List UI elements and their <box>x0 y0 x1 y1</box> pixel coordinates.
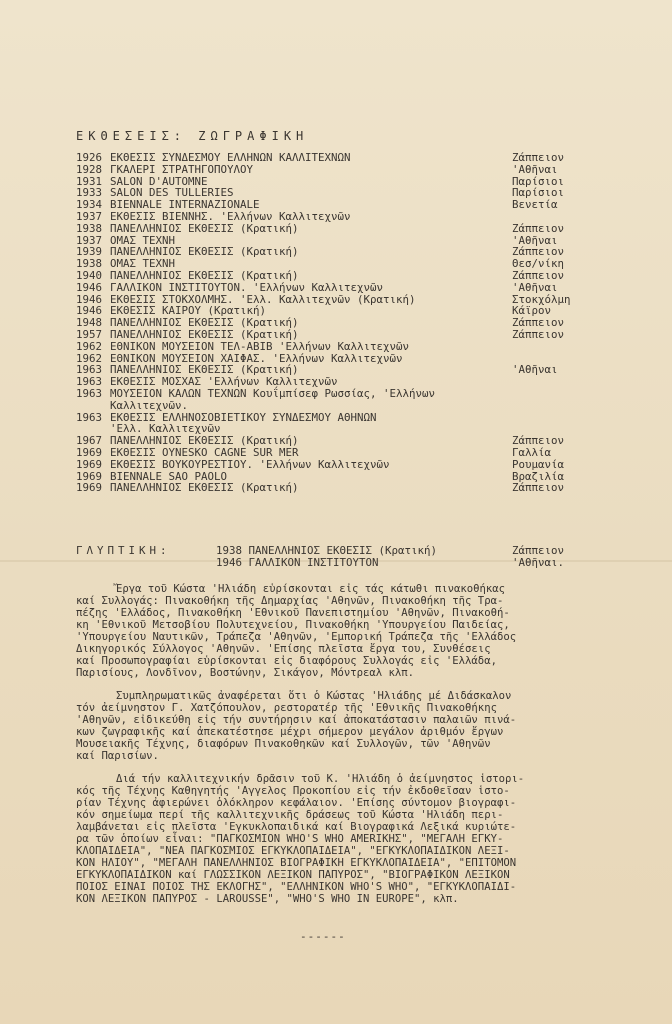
body-paragraphs <box>76 583 616 916</box>
exhibition-location: 'Αθῆναι <box>512 363 558 377</box>
paragraph-line: κων ζωγραφικῆς καί ἀπεκατέστησε μέχρι σήμερον μεγάλον ἀριθμόν ἔργων <box>76 726 504 738</box>
paragraph-line: Συμπληρωματικῶς ἀναφέρεται ὅτι ὁ Κώστας 'Ηλιάδης μέ Διδάσκαλον <box>116 690 512 702</box>
exhibition-location: Θεσ/νίκη <box>512 257 565 271</box>
exhibition-location: Ζάππειον <box>512 268 565 282</box>
paragraph-line: ΚΟΝ ΗΛΙΟΥ", "ΜΕΓΑΛΗ ΠΑΝΕΛΛΗΝΙΟΣ ΒΙΟΓΡΑΦΙΚΗ ΕΓΚΥΚΛΟΠΑΙΔΕΙΑ", "ΕΠΙΤΟΜΟΝ <box>76 857 517 869</box>
exhibition-year: 1933 <box>76 186 103 200</box>
sculpture-location: 'Αθῆναι. <box>512 556 565 569</box>
exhibition-row <box>76 164 596 176</box>
body-paragraph <box>76 583 616 679</box>
exhibition-title: ΕΚΘΕΣΙΣ ΣΤΟΚΧΟΛΜΗΣ. 'Ελλ. Καλλιτεχνῶν (Κρατική) <box>110 292 416 306</box>
exhibition-title: ΕΚΘΕΣΙΣ ΣΥΝΔΕΣΜΟΥ ΕΛΛΗΝΩΝ ΚΑΛΛΙΤΕΧΝΩΝ <box>110 151 351 164</box>
exhibition-row <box>76 482 596 494</box>
exhibition-location: Ρουμανία <box>512 457 565 471</box>
exhibition-year: 1962 <box>76 351 103 365</box>
exhibition-title: ΕΘΝΙΚΟΝ ΜΟΥΣΕΙΟΝ ΤΕΛ-ΑΒΙΒ 'Ελλήνων Καλλιτεχνῶν <box>110 339 410 353</box>
exhibition-year: 1938 <box>76 257 103 271</box>
exhibition-row <box>76 282 596 294</box>
exhibition-year: 1962 <box>76 339 103 353</box>
exhibition-location: 'Αθῆναι <box>512 233 558 247</box>
end-rule: ------ <box>300 930 346 943</box>
exhibition-location: Βενετία <box>512 198 558 212</box>
exhibition-location: Ζάππειον <box>512 245 565 259</box>
exhibition-row <box>76 459 596 471</box>
paragraph-line: Ἔργα τοῦ Κώστα 'Ηλιάδη εὑρίσκονται εἰς τάς κάτωθι πινακοθήκας <box>116 583 506 595</box>
exhibition-year: 1931 <box>76 174 103 188</box>
exhibition-title: ΕΚΘΕΣΙΣ ΒΟΥΚΟΥΡΕΣΤΙΟΥ. 'Ελλήνων Καλλιτεχνῶν <box>110 457 390 471</box>
exhibition-location: 'Αθῆναι <box>512 280 558 294</box>
exhibition-year: 1937 <box>76 233 103 247</box>
exhibition-title: ΠΑΝΕΛΛΗΝΙΟΣ ΕΚΘΕΣΙΣ (Κρατική) <box>110 363 299 377</box>
sculpture-entry: 1946 ΓΑΛΛΙΚΟΝ ΙΝΣΤΙΤΟΥΤΟΝ <box>216 556 379 569</box>
exhibition-title: ΓΑΛΛΙΚΟΝ ΙΝΣΤΙΤΟΥΤΟΝ. 'Ελλήνων Καλλιτεχνῶν <box>110 280 384 294</box>
exhibition-year: 1969 <box>76 481 103 495</box>
exhibition-year: 1957 <box>76 327 103 341</box>
exhibition-location: Ζάππειον <box>512 327 565 341</box>
sculpture-location: Ζάππειον <box>512 544 565 557</box>
exhibition-year: 1946 <box>76 292 103 306</box>
exhibition-title: ΠΑΝΕΛΛΗΝΙΟΣ ΕΚΘΕΣΙΣ (Κρατική) <box>110 268 299 282</box>
exhibition-title: SALON DES TULLERIES <box>110 186 234 200</box>
paragraph-line: 'Υπουργείου Ναυτικῶν, Τράπεζα 'Αθηνῶν, 'Εμπορική Τράπεζα τῆς 'Ελλάδος <box>76 631 517 643</box>
paragraph-line: λαμβάνεται εἰς πλεῖστα 'Εγκυκλοπαιδικά καί Βιογραφικά Λεξικά κυριώτε- <box>76 821 517 833</box>
exhibition-title: SALON D'AUTOMNE <box>110 174 208 188</box>
exhibition-location: Παρίσιοι <box>512 186 565 200</box>
sculpture-entry: 1938 ΠΑΝΕΛΛΗΝΙΟΣ ΕΚΘΕΣΙΣ (Κρατική) <box>216 544 438 557</box>
exhibition-year: 1963 <box>76 375 103 389</box>
exhibition-location: Γαλλία <box>512 445 552 459</box>
exhibition-row <box>76 270 596 282</box>
paragraph-line: ΚΟΝ ΛΕΞΙΚΟΝ ΠΑΠΥΡΟΣ - LAROUSSE", "WHO'S WHO IN EUROPE", κλπ. <box>76 893 459 905</box>
exhibition-title: ΕΚΘΕΣΙΣ OYNESKO CAGNE SUR MER <box>110 445 299 459</box>
paragraph-line: 'Αθηνῶν, εἰδικεύθη εἰς τήν συντήρησιν καί ἀποκατάστασιν παλαιῶν πινά- <box>76 714 517 726</box>
exhibition-year: 1926 <box>76 151 103 164</box>
exhibition-year: 1946 <box>76 304 103 318</box>
paragraph-line: Διά τήν καλλιτεχνικήν δρᾶσιν τοῦ Κ. 'Ηλιάδη ὁ ἀείμνηστος ἱστορι- <box>116 773 525 785</box>
exhibition-location: Στοκχόλμη <box>512 292 571 306</box>
paragraph-line: καί Παρισίων. <box>76 750 159 762</box>
exhibition-row <box>76 388 596 400</box>
paragraph-line: Μουσειακῆς Τέχνης, διαφόρων Πινακοθηκῶν καί Συλλογῶν, τῶν 'Αθηνῶν <box>76 738 491 750</box>
exhibition-year: 1963 <box>76 363 103 377</box>
paragraph-line: κη 'Εθνικοῦ Μετσοβίου Πολυτεχνείου, Πινακοθήκη 'Υπουργείου Παιδείας, <box>76 619 510 631</box>
paragraph-line: ρα τῶν ὁποίων εἶναι: "ΠΑΓΚΟΣΜΙΟΝ WHO'S WHO AMERIKHΣ", "ΜΕΓΑΛΗ ΕΓΚΥ- <box>76 833 504 845</box>
exhibition-title: ΠΑΝΕΛΛΗΝΙΟΣ ΕΚΘΕΣΙΣ (Κρατική) <box>110 221 299 235</box>
exhibition-location: Ζάππειον <box>512 151 565 164</box>
exhibition-location: Ζάππειον <box>512 221 565 235</box>
exhibition-location: Βραζιλία <box>512 469 565 483</box>
exhibition-year: 1969 <box>76 457 103 471</box>
exhibition-title: ΠΑΝΕΛΛΗΝΙΟΣ ΕΚΘΕΣΙΣ (Κρατική) <box>110 481 299 495</box>
paragraph-line: κόν σημείωμα περί τῆς καλλιτεχνικῆς δράσεως τοῦ Κώστα 'Ηλιάδη περι- <box>76 809 504 821</box>
paragraph-line: ΠΟΙΟΣ ΕΙΝΑΙ ΠΟΙΟΣ ΤΗΣ ΕΚΛΟΓΗΣ", "ΕΛΛΗΝΙΚΟΝ WHO'S WHO", "ΕΓΚΥΚΛΟΠΑΙΔΙ- <box>76 881 517 893</box>
exhibition-title: ΠΑΝΕΛΛΗΝΙΟΣ ΕΚΘΕΣΙΣ (Κρατική) <box>110 434 299 448</box>
exhibition-title: BIENNALE INTERNAZIONALE <box>110 198 260 212</box>
body-paragraph <box>76 690 616 762</box>
exhibition-year: 1937 <box>76 209 103 223</box>
paragraph-line: καί Συλλογάς: Πινακοθήκη τῆς Δημαρχίας 'Αθηνῶν, Πινακοθήκη τῆς Τρα- <box>76 595 504 607</box>
exhibition-year: 1934 <box>76 198 103 212</box>
exhibition-row <box>76 329 596 341</box>
exhibition-title: ΠΑΝΕΛΛΗΝΙΟΣ ΕΚΘΕΣΙΣ (Κρατική) <box>110 327 299 341</box>
paragraph-line: ρίαν Τέχνης ἀφιερώνει ὁλόκληρον κεφάλαιον. 'Επίσης σύντομον βιογραφι- <box>76 797 517 809</box>
section-heading-painting: ΕΚΘΕΣΕΙΣ: ΖΩΓΡΑΦΙΚΗ <box>76 129 309 143</box>
exhibition-year: 1940 <box>76 268 103 282</box>
exhibition-title: ΟΜΑΣ ΤΕΧΝΗ <box>110 233 176 247</box>
paragraph-line: Παρισίους, Λονδῖνον, Βοστώνην, Σικάγον, Μόντρεαλ κλπ. <box>76 667 415 679</box>
exhibition-list <box>76 152 596 494</box>
exhibition-year: 1938 <box>76 221 103 235</box>
exhibition-continuation: 'Ελλ. Καλλιτεχνῶν <box>110 422 221 436</box>
exhibition-title: ΕΚΘΕΣΙΣ ΜΟΣΧΑΣ 'Ελλήνων Καλλιτεχνῶν <box>110 375 338 389</box>
paragraph-line: Δικηγορικός Σύλλογος 'Αθηνῶν. 'Επίσης πλεῖστα ἔργα του, Συνθέσεις <box>76 643 491 655</box>
paragraph-line: πέζης 'Ελλάδος, Πινακοθήκη 'Εθνικοῦ Πανεπιστημίου 'Αθηνῶν, Πινακοθή- <box>76 607 510 619</box>
exhibition-title: ΕΚΘΕΣΙΣ ΕΛΛΗΝΟΣΟΒΙΕΤΙΚΟΥ ΣΥΝΔΕΣΜΟΥ ΑΘΗΝΩΝ <box>110 410 377 424</box>
paragraph-line: κός τῆς Τέχνης Καθηγητής 'Αγγελος Προκοπίου εἰς τήν ἐκδοθεῖσαν ἱστο- <box>76 785 510 797</box>
exhibition-row <box>76 341 596 353</box>
exhibition-continuation: Καλλιτεχνῶν. <box>110 398 189 412</box>
exhibition-year: 1969 <box>76 469 103 483</box>
exhibition-title: ΓΚΑΛΕΡΙ ΣΤΡΑΤΗΓΟΠΟΥΛΟΥ <box>110 162 254 176</box>
body-paragraph <box>76 773 616 905</box>
exhibition-location: 'Αθῆναι <box>512 162 558 176</box>
exhibition-year: 1928 <box>76 162 103 176</box>
exhibition-year: 1963 <box>76 386 103 400</box>
paragraph-line: ΚΛΟΠΑΙΔΕΙΑ", "ΝΕΑ ΠΑΓΚΟΣΜΙΟΣ ΕΓΚΥΚΛΟΠΑΙΔΕΙΑ", "ΕΓΚΥΚΛΟΠΑΙΔΙΚΟΝ ΛΕΞΙ- <box>76 845 510 857</box>
exhibition-row <box>76 211 596 223</box>
paragraph-line: τόν ἀείμνηστον Γ. Χατζόπουλον, ρεστορατέρ τῆς 'Εθνικῆς Πινακοθήκης <box>76 702 497 714</box>
exhibition-year: 1969 <box>76 445 103 459</box>
exhibition-title: ΟΜΑΣ ΤΕΧΝΗ <box>110 257 176 271</box>
exhibition-year: 1967 <box>76 434 103 448</box>
exhibition-title: ΠΑΝΕΛΛΗΝΙΟΣ ΕΚΘΕΣΙΣ (Κρατική) <box>110 245 299 259</box>
exhibition-year: 1963 <box>76 410 103 424</box>
exhibition-title: ΜΟΥΣΕΙΟΝ ΚΑΛΩΝ ΤΕΧΝΩΝ Κουΐμπίσεφ Ρωσσίας, 'Ελλήνων <box>110 386 436 400</box>
exhibition-year: 1946 <box>76 280 103 294</box>
exhibition-year: 1939 <box>76 245 103 259</box>
paragraph-line: ΕΓΚΥΚΛΟΠΑΙΔΙΚΟΝ καί ΓΛΩΣΣΙΚΟΝ ΛΕΞΙΚΟΝ ΠΑΠΥΡΟΣ", "ΒΙΟΓΡΑΦΙΚΟΝ ΛΕΞΙΚΟΝ <box>76 869 510 881</box>
exhibition-location: Παρίσιοι <box>512 174 565 188</box>
paragraph-line: καί Προσωπογραφίαι εὑρίσκονται εἰς διαφόρους Συλλογάς εἰς 'Ελλάδα, <box>76 655 497 667</box>
exhibition-location: Ζάππειον <box>512 481 565 495</box>
exhibition-row <box>76 223 596 235</box>
exhibition-title: ΠΑΝΕΛΛΗΝΙΟΣ ΕΚΘΕΣΙΣ (Κρατική) <box>110 316 299 330</box>
exhibition-location: Ζάππειον <box>512 434 565 448</box>
exhibition-year: 1948 <box>76 316 103 330</box>
exhibition-row <box>76 447 596 459</box>
exhibition-title: BIENNALE SAO PAOLO <box>110 469 228 483</box>
section-heading-sculpture: ΓΛΥΠΤΙΚΗ: <box>76 544 171 557</box>
exhibition-location: Ζάππειον <box>512 316 565 330</box>
exhibition-title: ΕΚΘΕΣΙΣ ΒΙΕΝΝΗΣ. 'Ελλήνων Καλλιτεχνῶν <box>110 209 351 223</box>
exhibition-location: Κάϊρον <box>512 304 552 318</box>
exhibition-title: ΕΘΝΙΚΟΝ ΜΟΥΣΕΙΟΝ ΧΑΙΦΑΣ. 'Ελλήνων Καλλιτεχνῶν <box>110 351 403 365</box>
exhibition-title: ΕΚΘΕΣΙΣ ΚΑΙΡΟΥ (Κρατική) <box>110 304 267 318</box>
